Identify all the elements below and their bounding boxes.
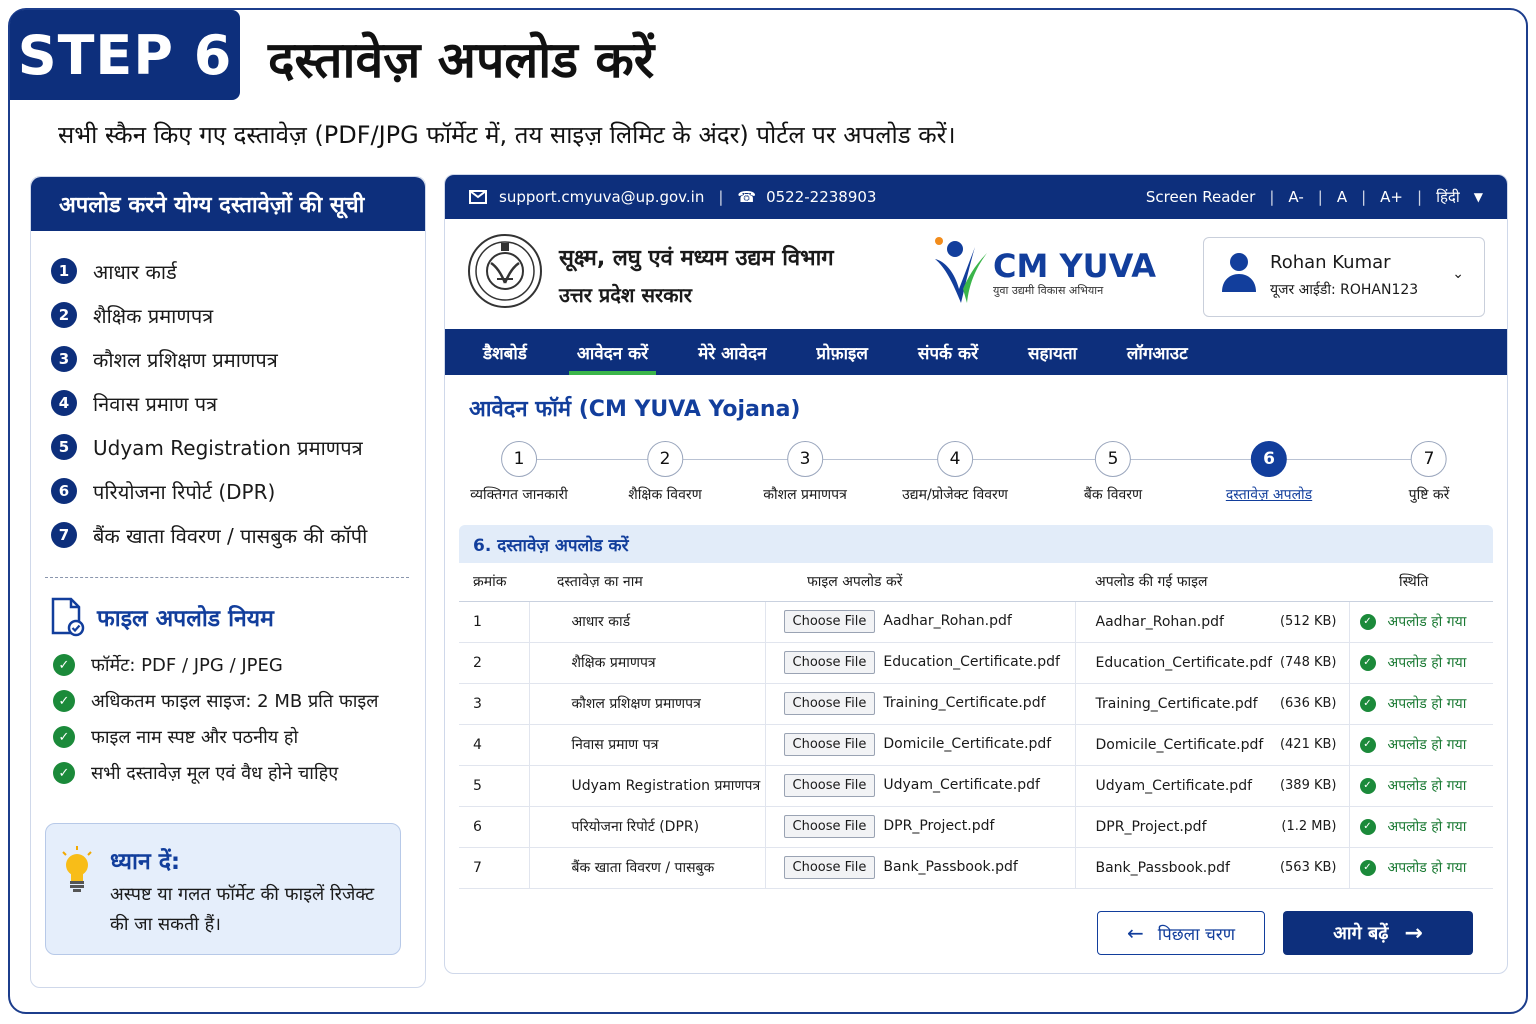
cell-document: कौशल प्रशिक्षण प्रमाणपत्र xyxy=(529,683,765,724)
accessibility-controls xyxy=(1146,187,1483,207)
chosen-file-name: Udyam_Certificate.pdf xyxy=(883,777,1040,793)
nav-help[interactable]: सहायता xyxy=(1028,343,1077,364)
document-label: आधार कार्ड xyxy=(93,259,177,284)
cell-file-input xyxy=(765,724,1075,765)
number-badge: 4 xyxy=(51,390,77,416)
stepper-step[interactable] xyxy=(470,441,568,504)
status-badge xyxy=(1360,817,1494,836)
nav-apply[interactable]: आवेदन करें xyxy=(577,329,648,375)
lightbulb-icon xyxy=(60,846,94,894)
chosen-file-name: DPR_Project.pdf xyxy=(883,818,995,834)
choose-file-button[interactable]: Choose File xyxy=(784,651,876,674)
document-list-panel xyxy=(30,176,426,988)
email-link[interactable] xyxy=(469,188,704,206)
step-number: 4 xyxy=(937,441,973,477)
document-label: बैंक खाता विवरण / पासबुक की कॉपी xyxy=(93,523,368,548)
document-check-icon xyxy=(49,597,85,637)
chosen-file-name: Bank_Passbook.pdf xyxy=(883,859,1018,875)
cell-file-input xyxy=(765,642,1075,683)
choose-file-button[interactable]: Choose File xyxy=(784,856,876,879)
arrow-right-icon: → xyxy=(1404,920,1423,946)
previous-step-button[interactable] xyxy=(1097,911,1265,955)
next-step-label: आगे बढ़ें xyxy=(1333,923,1389,944)
cell-uploaded-file xyxy=(1075,806,1349,847)
choose-file-button[interactable]: Choose File xyxy=(784,733,876,756)
mail-icon xyxy=(469,190,487,204)
step-number: 7 xyxy=(1411,441,1447,477)
cell-serial: 5 xyxy=(459,765,529,806)
cell-serial: 6 xyxy=(459,806,529,847)
logo-tagline: युवा उद्यमी विकास अभियान xyxy=(993,283,1104,297)
rule-item xyxy=(53,647,378,683)
cell-serial: 7 xyxy=(459,847,529,888)
main-navigation xyxy=(445,329,1507,375)
cell-serial: 1 xyxy=(459,601,529,642)
table-row xyxy=(459,724,1493,765)
choose-file-button[interactable]: Choose File xyxy=(784,692,876,715)
table-row xyxy=(459,806,1493,847)
cell-file-input xyxy=(765,601,1075,642)
step-label: बैंक विवरण xyxy=(1083,487,1143,503)
step-number: 3 xyxy=(787,441,823,477)
status-badge xyxy=(1360,653,1494,672)
number-badge: 6 xyxy=(51,478,77,504)
document-label: निवास प्रमाण पत्र xyxy=(93,391,218,416)
cell-uploaded-file xyxy=(1075,683,1349,724)
language-selector[interactable] xyxy=(1436,187,1483,207)
form-title: आवेदन फॉर्म (CM YUVA Yojana) xyxy=(469,397,801,422)
cell-status xyxy=(1349,601,1493,642)
next-step-button[interactable] xyxy=(1283,911,1473,955)
note-title: ध्यान दें: xyxy=(110,849,181,875)
cell-document: आधार कार्ड xyxy=(529,601,765,642)
nav-contact[interactable]: संपर्क करें xyxy=(917,343,979,364)
uploaded-file-name[interactable]: Udyam_Certificate.pdf xyxy=(1095,777,1253,794)
uploaded-file-name[interactable]: Domicile_Certificate.pdf xyxy=(1095,736,1264,753)
status-badge xyxy=(1360,612,1494,631)
document-list-item xyxy=(51,337,425,381)
uploaded-file-name[interactable]: Bank_Passbook.pdf xyxy=(1095,859,1230,876)
cell-uploaded-file xyxy=(1075,847,1349,888)
status-badge xyxy=(1360,735,1494,754)
chevron-down-icon: ▼ xyxy=(1473,190,1483,204)
step-number: 2 xyxy=(647,441,683,477)
cell-serial: 4 xyxy=(459,724,529,765)
attention-note xyxy=(45,823,401,955)
form-stepper xyxy=(465,441,1495,511)
step-label: दस्तावेज़ अपलोड xyxy=(1225,487,1313,503)
cell-status xyxy=(1349,642,1493,683)
arrow-left-icon: ← xyxy=(1126,921,1144,945)
step-number: 5 xyxy=(1095,441,1131,477)
check-circle-icon: ✓ xyxy=(1360,696,1376,712)
user-name: Rohan Kumar xyxy=(1270,252,1391,273)
cell-serial: 2 xyxy=(459,642,529,683)
rule-item xyxy=(53,755,378,791)
document-label: परियोजना रिपोर्ट (DPR) xyxy=(93,479,276,504)
step-label: कौशल प्रमाणपत्र xyxy=(763,487,847,503)
rule-text: अधिकतम फाइल साइज: 2 MB प्रति फाइल xyxy=(91,691,379,712)
uploaded-file-name[interactable]: Aadhar_Rohan.pdf xyxy=(1095,613,1224,630)
table-row xyxy=(459,847,1493,888)
file-size: (748 KB) xyxy=(1279,654,1337,670)
status-text: अपलोड हो गया xyxy=(1387,696,1467,712)
cell-status xyxy=(1349,765,1493,806)
number-badge: 7 xyxy=(51,522,77,548)
page-subtitle: सभी स्कैन किए गए दस्तावेज़ (PDF/JPG फॉर्मेट में, तय साइज़ लिमिट के अंदर) पोर्टल पर अपलोड करें। xyxy=(58,121,956,149)
rule-item xyxy=(53,719,378,755)
step-label: उद्यम/प्रोजेक्ट विवरण xyxy=(902,487,1008,503)
check-icon: ✓ xyxy=(53,726,75,748)
status-text: अपलोड हो गया xyxy=(1387,737,1467,753)
document-list-item xyxy=(51,293,425,337)
cell-document: परियोजना रिपोर्ट (DPR) xyxy=(529,806,765,847)
font-decrease-button[interactable]: A- xyxy=(1288,188,1304,206)
cell-file-input xyxy=(765,683,1075,724)
number-badge: 1 xyxy=(51,258,77,284)
number-badge: 3 xyxy=(51,346,77,372)
document-list-item xyxy=(51,249,425,293)
logo-name: CM YUVA xyxy=(993,246,1156,285)
cell-document: बैंक खाता विवरण / पासबुक xyxy=(529,847,765,888)
rule-text: फॉर्मेट: PDF / JPG / JPEG xyxy=(91,655,283,676)
cell-document: Udyam Registration प्रमाणपत्र xyxy=(529,765,765,806)
upload-rules-list xyxy=(53,647,378,791)
stepper-step[interactable] xyxy=(1084,441,1142,504)
nav-my-applications[interactable]: मेरे आवेदन xyxy=(698,343,767,364)
chevron-down-icon: ⌄ xyxy=(1452,266,1464,282)
phone-icon: ☎ xyxy=(737,188,757,206)
file-size: (421 KB) xyxy=(1279,736,1337,752)
check-icon: ✓ xyxy=(53,654,75,676)
stepper-step-current[interactable] xyxy=(1226,441,1312,504)
document-list-item xyxy=(51,425,425,469)
user-avatar-icon xyxy=(1222,252,1256,292)
document-label: कौशल प्रशिक्षण प्रमाणपत्र xyxy=(93,347,278,372)
font-increase-button[interactable]: A+ xyxy=(1380,188,1403,206)
cell-uploaded-file xyxy=(1075,601,1349,642)
choose-file-button[interactable]: Choose File xyxy=(784,774,876,797)
portal-window xyxy=(444,174,1508,974)
check-icon: ✓ xyxy=(53,690,75,712)
rule-text: सभी दस्तावेज़ मूल एवं वैध होने चाहिए xyxy=(91,763,339,784)
status-text: अपलोड हो गया xyxy=(1387,655,1467,671)
chosen-file-name: Training_Certificate.pdf xyxy=(883,695,1046,711)
uploaded-file-name[interactable]: Education_Certificate.pdf xyxy=(1095,654,1273,671)
divider: | xyxy=(1317,188,1323,206)
previous-step-label: पिछला चरण xyxy=(1157,924,1236,945)
rule-item xyxy=(53,683,378,719)
status-text: अपलोड हो गया xyxy=(1387,778,1467,794)
status-badge xyxy=(1360,858,1494,877)
check-circle-icon: ✓ xyxy=(1360,860,1376,876)
support-phone: 0522-2238903 xyxy=(766,188,877,206)
check-circle-icon: ✓ xyxy=(1360,614,1376,630)
check-circle-icon: ✓ xyxy=(1360,819,1376,835)
department-block xyxy=(559,241,834,313)
check-circle-icon: ✓ xyxy=(1360,655,1376,671)
screen-reader-link[interactable]: Screen Reader xyxy=(1145,188,1256,206)
cm-yuva-logo-icon xyxy=(931,235,989,311)
status-badge xyxy=(1360,694,1494,713)
uploaded-file-name[interactable]: DPR_Project.pdf xyxy=(1095,818,1207,835)
table-row xyxy=(459,765,1493,806)
divider: | xyxy=(1361,188,1367,206)
divider: | xyxy=(718,188,724,206)
step-number: 6 xyxy=(1251,441,1287,477)
phone-link[interactable] xyxy=(737,188,876,206)
status-badge xyxy=(1360,776,1494,795)
uploaded-file-name[interactable]: Training_Certificate.pdf xyxy=(1095,695,1258,712)
note-body: अस्पष्ट या गलत फॉर्मेट की फाइलें रिजेक्ट की जा सकती हैं। xyxy=(110,884,375,935)
col-uploaded-file: अपलोड की गई फाइल xyxy=(1075,563,1349,601)
cell-status xyxy=(1349,724,1493,765)
chosen-file-name: Aadhar_Rohan.pdf xyxy=(883,613,1012,629)
step-label: शैक्षिक विवरण xyxy=(628,487,702,503)
check-circle-icon: ✓ xyxy=(1360,737,1376,753)
cell-uploaded-file xyxy=(1075,765,1349,806)
language-value: हिंदी xyxy=(1436,188,1460,206)
cell-status xyxy=(1349,806,1493,847)
cell-document: शैक्षिक प्रमाणपत्र xyxy=(529,642,765,683)
step-number: 1 xyxy=(501,441,537,477)
government-name: उत्तर प्रदेश सरकार xyxy=(559,283,692,307)
stepper-step[interactable] xyxy=(628,441,701,504)
file-size: (512 KB) xyxy=(1279,613,1337,629)
section-heading: 6. दस्तावेज़ अपलोड करें xyxy=(459,525,1493,563)
rule-text: फाइल नाम स्पष्ट और पठनीय हो xyxy=(91,727,299,748)
cell-file-input xyxy=(765,765,1075,806)
number-badge: 2 xyxy=(51,302,77,328)
document-list-heading: अपलोड करने योग्य दस्तावेज़ों की सूची xyxy=(31,177,425,231)
divider: | xyxy=(1269,188,1275,206)
step-badge: STEP 6 xyxy=(10,10,240,100)
department-name: सूक्ष्म, लघु एवं मध्यम उद्यम विभाग xyxy=(559,246,834,271)
col-serial: क्रमांक xyxy=(459,563,529,601)
nav-profile[interactable]: प्रोफ़ाइल xyxy=(816,343,868,364)
cell-file-input xyxy=(765,806,1075,847)
page-title: दस्तावेज़ अपलोड करें xyxy=(268,31,655,89)
number-badge: 5 xyxy=(51,434,77,460)
document-list xyxy=(31,231,425,557)
cell-uploaded-file xyxy=(1075,724,1349,765)
nav-logout[interactable]: लॉगआउट xyxy=(1126,343,1188,364)
cell-serial: 3 xyxy=(459,683,529,724)
cm-yuva-logo xyxy=(931,235,1156,311)
choose-file-button[interactable]: Choose File xyxy=(784,610,876,633)
status-text: अपलोड हो गया xyxy=(1387,819,1467,835)
upload-rules-title: फाइल अपलोड नियम xyxy=(97,606,274,632)
document-list-item xyxy=(51,469,425,513)
table-row xyxy=(459,683,1493,724)
stepper-step[interactable] xyxy=(763,441,847,504)
document-list-item xyxy=(51,513,425,557)
user-id: यूजर आईडी: ROHAN123 xyxy=(1270,282,1419,298)
check-icon: ✓ xyxy=(53,762,75,784)
document-label: Udyam Registration प्रमाणपत्र xyxy=(93,435,363,460)
col-file-upload: फाइल अपलोड करें xyxy=(765,563,1075,601)
table-row xyxy=(459,601,1493,642)
cell-file-input xyxy=(765,847,1075,888)
cell-uploaded-file xyxy=(1075,642,1349,683)
table-row xyxy=(459,642,1493,683)
support-email: support.cmyuva@up.gov.in xyxy=(499,188,705,206)
document-label: शैक्षिक प्रमाणपत्र xyxy=(93,303,214,328)
file-size: (389 KB) xyxy=(1279,777,1337,793)
file-size: (1.2 MB) xyxy=(1281,818,1337,834)
file-size: (636 KB) xyxy=(1279,695,1337,711)
status-text: अपलोड हो गया xyxy=(1387,860,1467,876)
cell-status xyxy=(1349,847,1493,888)
choose-file-button[interactable]: Choose File xyxy=(784,815,876,838)
stepper-step[interactable] xyxy=(1409,441,1450,504)
cell-document: निवास प्रमाण पत्र xyxy=(529,724,765,765)
step-label: पुष्टि करें xyxy=(1408,487,1450,503)
col-document: दस्तावेज़ का नाम xyxy=(529,563,765,601)
check-circle-icon: ✓ xyxy=(1360,778,1376,794)
chosen-file-name: Education_Certificate.pdf xyxy=(883,654,1060,670)
col-status: स्थिति xyxy=(1349,563,1493,601)
step-label: व्यक्तिगत जानकारी xyxy=(470,487,568,503)
nav-dashboard[interactable]: डैशबोर्ड xyxy=(483,343,527,364)
upload-rules-heading xyxy=(49,597,274,637)
dashed-divider xyxy=(45,577,409,578)
font-normal-button[interactable]: A xyxy=(1336,188,1348,206)
table-header-row xyxy=(459,563,1493,601)
document-list-item xyxy=(51,381,425,425)
user-menu[interactable] xyxy=(1203,237,1485,317)
file-size: (563 KB) xyxy=(1279,859,1337,875)
stepper-step[interactable] xyxy=(902,441,1008,504)
status-text: अपलोड हो गया xyxy=(1387,614,1467,630)
divider: | xyxy=(1417,188,1423,206)
up-govt-emblem-icon xyxy=(467,233,543,309)
chosen-file-name: Domicile_Certificate.pdf xyxy=(883,736,1052,752)
cell-status xyxy=(1349,683,1493,724)
top-utility-bar xyxy=(445,175,1507,219)
upload-table xyxy=(459,563,1493,889)
